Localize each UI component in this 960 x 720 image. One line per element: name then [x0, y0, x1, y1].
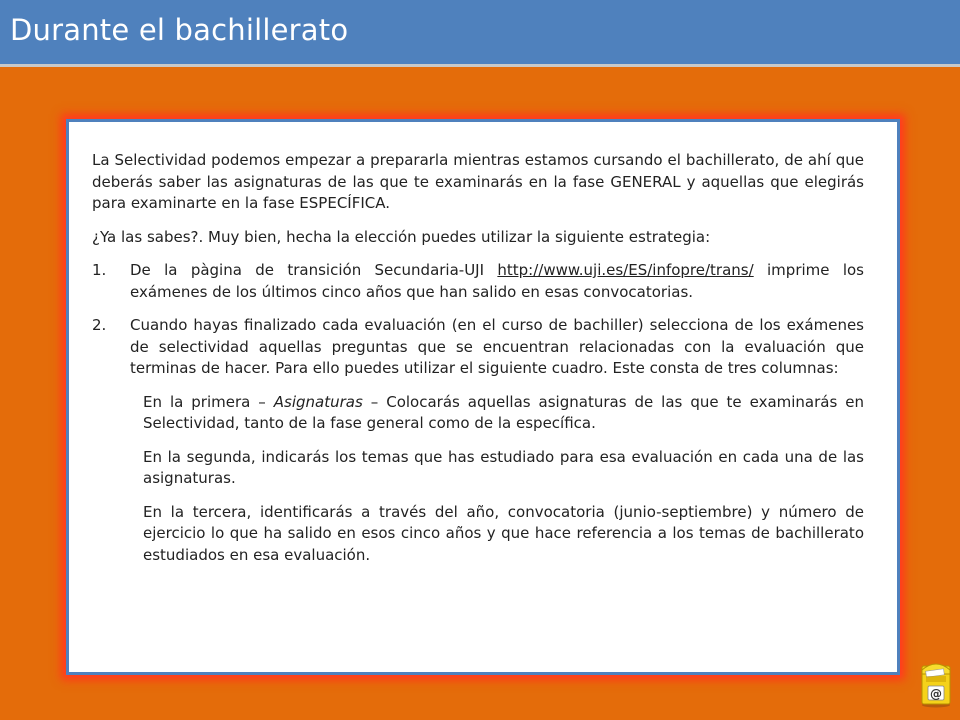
step1-text-after: imprime los exámenes de los últimos cinco años que han salido en esas convocatorias. — [130, 261, 864, 301]
list-number: 1. — [92, 261, 107, 279]
list-number: 2. — [92, 316, 107, 334]
uji-link[interactable]: http://www.uji.es/ES/infopre/trans/ — [497, 261, 754, 279]
step1-text-before: De la pàgina de transición Secundaria-UJI — [130, 261, 498, 279]
title-bar — [0, 0, 960, 67]
col1-emphasis: Asignaturas — [273, 392, 363, 411]
list-text: Cuando hayas finalizado cada evaluación (en el curso de bachiller) selecciona de los exámenes de selectividad aquellas preguntas que se encuentran relacionadas con la evaluación que terminas de hacer. Para ello puedes utilizar el siguiente cuadro. Este consta de tres columnas: — [130, 316, 864, 377]
col1-before: En la primera – — [143, 392, 274, 411]
mailbox-at-icon[interactable] — [918, 656, 954, 708]
at-symbol: @ — [930, 687, 942, 701]
list-text — [130, 260, 864, 303]
column-2-paragraph: En la segunda, indicarás los temas que has estudiado para esa evaluación en cada una de las asignaturas. — [143, 447, 864, 487]
content-box — [66, 119, 900, 675]
col1-after: – Colocarás aquellas asignaturas de las que te examinarás en Selectividad, tanto de la fase general como de la específica. — [143, 392, 864, 432]
slide-title: Durante el bachillerato — [10, 13, 349, 47]
list-item-1 — [92, 260, 864, 303]
column-1-paragraph — [143, 392, 864, 435]
intro-paragraph: La Selectividad podemos empezar a prepararla mientras estamos cursando el bachillerato, de ahí que deberás saber las asignaturas de las que te examinarás en la fase GENERAL y aquellas que elegirás para examinarte en la fase ESPECÍFICA. — [92, 151, 864, 212]
question-paragraph: ¿Ya las sabes?. Muy bien, hecha la elección puedes utilizar la siguiente estrategia: — [92, 227, 711, 246]
column-3-paragraph: En la tercera, identificarás a través del año, convocatoria (junio-septiembre) y número de ejercicio lo que ha salido en esos cinco años y que hace referencia a los temas de bachillerato estudiados en esa evaluación. — [143, 502, 864, 564]
list-item-2 — [92, 315, 864, 380]
